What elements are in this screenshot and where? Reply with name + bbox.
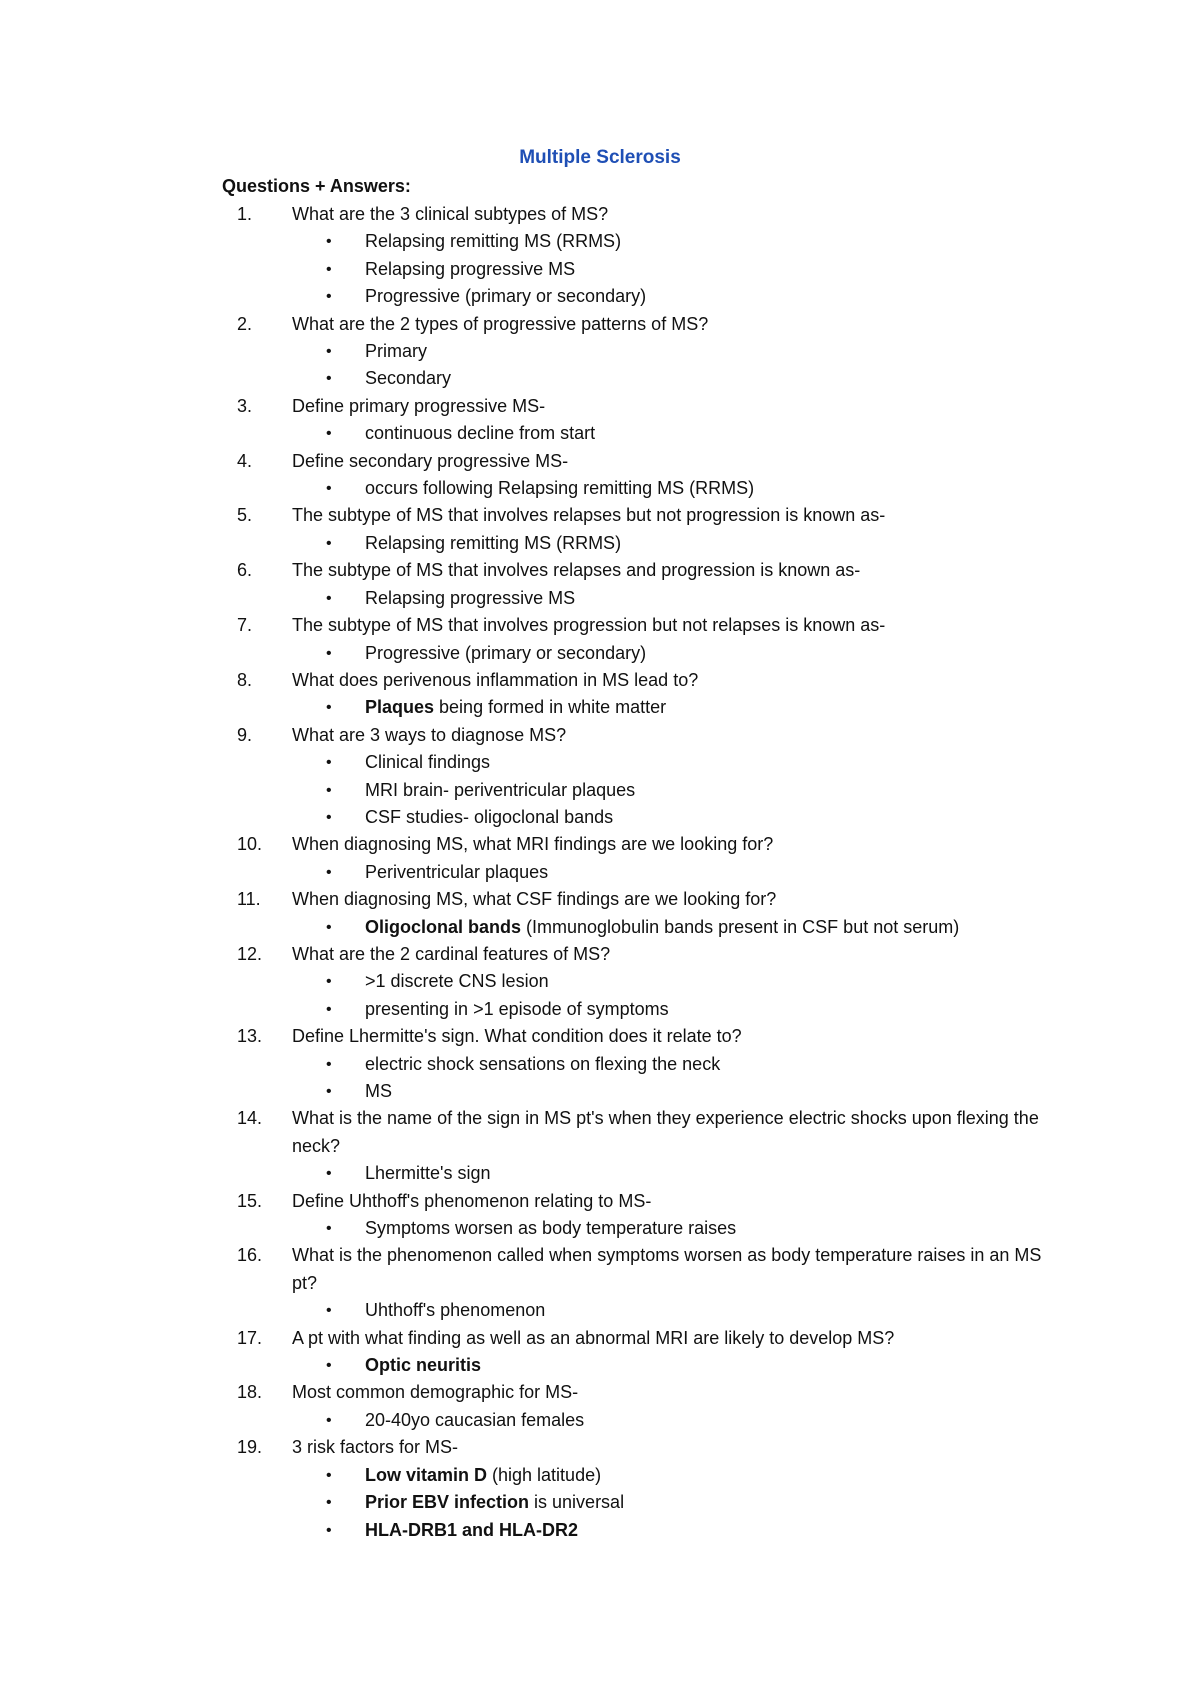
- question-text: What does perivenous inflammation in MS lead to?: [292, 669, 699, 690]
- question-text: When diagnosing MS, what CSF findings are we looking for?: [292, 889, 777, 910]
- question-number: 4.: [237, 450, 253, 471]
- answer-item: [0, 1297, 1200, 1324]
- qa-item: [0, 722, 1200, 832]
- answer-text: Progressive (primary or secondary): [365, 642, 647, 663]
- qa-item: [0, 1379, 1200, 1434]
- answer-item: [0, 859, 1200, 886]
- answer-text: electric shock sensations on flexing the neck: [365, 1053, 721, 1074]
- answer-item: [0, 1352, 1200, 1379]
- question-row: [0, 1325, 1200, 1352]
- answer-item: [0, 585, 1200, 612]
- answer-text: CSF studies- oligoclonal bands: [365, 806, 614, 827]
- question-number: 16.: [237, 1245, 263, 1266]
- bullet-icon: •: [326, 425, 332, 443]
- bullet-icon: •: [326, 343, 332, 361]
- document-title: Multiple Sclerosis: [519, 147, 681, 168]
- question-number: 10.: [237, 834, 263, 855]
- question-text: What are the 3 clinical subtypes of MS?: [292, 204, 609, 224]
- qa-item: [0, 612, 1200, 667]
- question-number: 2.: [237, 313, 253, 334]
- answer-text: occurs following Relapsing remitting MS (RRMS): [365, 478, 755, 499]
- answer-text: Relapsing progressive MS: [365, 258, 576, 279]
- qa-item: [0, 557, 1200, 612]
- question-text: The subtype of MS that involves relapses and progression is known as-: [292, 560, 861, 581]
- question-row: [0, 1379, 1200, 1406]
- question-number: 8.: [237, 669, 253, 690]
- answer-item: [0, 365, 1200, 392]
- answer-item: [0, 420, 1200, 447]
- bullet-icon: •: [326, 644, 332, 662]
- question-row: [0, 201, 1200, 228]
- question-text: The subtype of MS that involves progression but not relapses is known as-: [292, 615, 886, 636]
- qa-item: [0, 941, 1200, 1023]
- qa-item: [0, 1105, 1200, 1187]
- question-row: [0, 1023, 1200, 1050]
- answer-item: [0, 283, 1200, 310]
- question-row: [0, 612, 1200, 639]
- answer-text: Lhermitte's sign: [365, 1163, 491, 1184]
- bullet-icon: •: [326, 1521, 332, 1539]
- question-row: [0, 1188, 1200, 1215]
- bullet-icon: •: [326, 1165, 332, 1183]
- question-text: Most common demographic for MS-: [292, 1382, 579, 1403]
- answer-text: is universal: [529, 1492, 625, 1513]
- question-number: 3.: [237, 395, 253, 416]
- bullet-icon: •: [326, 808, 332, 826]
- question-row: [0, 886, 1200, 913]
- qa-item: [0, 1434, 1200, 1544]
- answer-text: 20-40yo caucasian females: [365, 1409, 585, 1430]
- question-text: Define secondary progressive MS-: [292, 450, 569, 471]
- answer-item: [0, 1517, 1200, 1544]
- question-number: 7.: [237, 615, 253, 636]
- answer-item: [0, 804, 1200, 831]
- answer-text: Relapsing remitting MS (RRMS): [365, 231, 622, 252]
- bullet-icon: •: [326, 1466, 332, 1484]
- question-row: [0, 557, 1200, 584]
- answer-item: [0, 914, 1200, 941]
- question-text: Define Uhthoff's phenomenon relating to MS-: [292, 1190, 652, 1211]
- qa-item: [0, 1242, 1200, 1324]
- question-row: [0, 1434, 1200, 1461]
- question-text: A pt with what finding as well as an abnormal MRI are likely to develop MS?: [292, 1327, 895, 1348]
- answer-text-bold: Plaques: [365, 697, 435, 718]
- bullet-icon: •: [326, 1302, 332, 1320]
- bullet-icon: •: [326, 534, 332, 552]
- answer-text: Primary: [365, 341, 427, 362]
- qa-list: [0, 201, 1200, 1544]
- answer-text: Secondary: [365, 368, 452, 389]
- qa-item: [0, 311, 1200, 393]
- question-number: 18.: [237, 1382, 263, 1403]
- bullet-icon: •: [326, 589, 332, 607]
- answer-item: [0, 1078, 1200, 1105]
- answer-text: MS: [365, 1081, 392, 1101]
- bullet-icon: •: [326, 260, 332, 278]
- question-row: [0, 393, 1200, 420]
- answer-text: MRI brain- periventricular plaques: [365, 779, 636, 800]
- question-row: [0, 502, 1200, 529]
- answer-text-bold: HLA-DRB1 and HLA-DR2: [365, 1519, 578, 1540]
- qa-item: [0, 831, 1200, 886]
- answer-item: [0, 968, 1200, 995]
- question-number: 11.: [237, 889, 261, 910]
- bullet-icon: •: [326, 973, 332, 991]
- question-text: What are the 2 types of progressive patterns of MS?: [292, 313, 709, 334]
- answer-item: [0, 1051, 1200, 1078]
- answer-item: [0, 996, 1200, 1023]
- answer-text-bold: Oligoclonal bands: [365, 916, 522, 937]
- answer-item: [0, 749, 1200, 776]
- answer-text-bold: Prior EBV infection: [365, 1492, 530, 1513]
- qa-item: [0, 1325, 1200, 1380]
- question-row: [0, 722, 1200, 749]
- answer-text: (Immunoglobulin bands present in CSF but not serum): [521, 916, 960, 937]
- qa-item: [0, 1023, 1200, 1105]
- question-number: 13.: [237, 1026, 263, 1047]
- bullet-icon: •: [326, 918, 332, 936]
- qa-item: [0, 201, 1200, 311]
- question-number: 14.: [237, 1108, 263, 1129]
- answer-item: [0, 1215, 1200, 1242]
- qa-item: [0, 502, 1200, 557]
- question-number: 15.: [237, 1190, 263, 1211]
- answer-text: >1 discrete CNS lesion: [365, 971, 549, 992]
- answer-item: [0, 694, 1200, 721]
- qa-item: [0, 1188, 1200, 1243]
- answer-item: [0, 228, 1200, 255]
- answer-text: Clinical findings: [365, 752, 491, 773]
- answer-text: (high latitude): [487, 1464, 602, 1485]
- answer-text: Relapsing progressive MS: [365, 587, 576, 608]
- question-row: [0, 1242, 1200, 1297]
- answer-item: [0, 530, 1200, 557]
- answer-text: presenting in >1 episode of symptoms: [365, 998, 669, 1019]
- question-number: 6.: [237, 560, 253, 581]
- answer-item: [0, 640, 1200, 667]
- question-number: 19.: [237, 1437, 263, 1458]
- question-row: [0, 1105, 1200, 1160]
- qa-item: [0, 667, 1200, 722]
- answer-text: Progressive (primary or secondary): [365, 286, 647, 307]
- question-number: 5.: [237, 505, 253, 526]
- question-row: [0, 448, 1200, 475]
- answer-text: continuous decline from start: [365, 423, 596, 444]
- bullet-icon: •: [326, 233, 332, 251]
- bullet-icon: •: [326, 754, 332, 772]
- qa-item: [0, 393, 1200, 448]
- question-text: What is the phenomenon called when symptoms worsen as body temperature raises in an MS pt?: [292, 1245, 1042, 1293]
- question-row: [0, 941, 1200, 968]
- answer-text: Relapsing remitting MS (RRMS): [365, 532, 622, 553]
- bullet-icon: •: [326, 370, 332, 388]
- answer-item: [0, 1160, 1200, 1187]
- bullet-icon: •: [326, 1055, 332, 1073]
- question-text: The subtype of MS that involves relapses but not progression is known as-: [292, 505, 886, 526]
- answer-item: [0, 1489, 1200, 1516]
- question-number: 17.: [237, 1327, 263, 1348]
- bullet-icon: •: [326, 1083, 332, 1100]
- answer-item: [0, 338, 1200, 365]
- answer-text: being formed in white matter: [434, 697, 667, 718]
- bullet-icon: •: [326, 288, 332, 306]
- bullet-icon: •: [326, 1357, 332, 1375]
- qa-item: [0, 886, 1200, 941]
- question-text: 3 risk factors for MS-: [292, 1437, 459, 1458]
- section-heading: Questions + Answers:: [222, 176, 411, 196]
- answer-text: Periventricular plaques: [365, 861, 549, 882]
- question-text: What are 3 ways to diagnose MS?: [292, 724, 567, 745]
- bullet-icon: •: [326, 480, 332, 498]
- question-row: [0, 831, 1200, 858]
- bullet-icon: •: [326, 1000, 332, 1018]
- bullet-icon: •: [326, 1494, 332, 1512]
- question-row: [0, 311, 1200, 338]
- question-row: [0, 667, 1200, 694]
- question-number: 9.: [237, 724, 253, 745]
- qa-item: [0, 448, 1200, 503]
- answer-text-bold: Optic neuritis: [365, 1355, 482, 1376]
- bullet-icon: •: [326, 699, 332, 717]
- answer-text: Uhthoff's phenomenon: [365, 1300, 546, 1321]
- answer-item: [0, 1407, 1200, 1434]
- question-number: 1.: [237, 204, 253, 224]
- question-text: What are the 2 cardinal features of MS?: [292, 943, 611, 964]
- answer-text: Symptoms worsen as body temperature raises: [365, 1218, 737, 1239]
- bullet-icon: •: [326, 1220, 332, 1238]
- question-text: When diagnosing MS, what MRI findings are we looking for?: [292, 834, 774, 855]
- answer-item: [0, 777, 1200, 804]
- bullet-icon: •: [326, 1411, 332, 1429]
- answer-text-bold: Low vitamin D: [365, 1464, 488, 1485]
- answer-item: [0, 256, 1200, 283]
- question-text: What is the name of the sign in MS pt's when they experience electric shocks upon flexing the neck?: [292, 1108, 1039, 1156]
- bullet-icon: •: [326, 863, 332, 881]
- answer-item: [0, 1462, 1200, 1489]
- answer-item: [0, 475, 1200, 502]
- question-text: Define Lhermitte's sign. What condition does it relate to?: [292, 1026, 742, 1047]
- question-text: Define primary progressive MS-: [292, 395, 546, 416]
- bullet-icon: •: [326, 781, 332, 799]
- question-number: 12.: [237, 943, 263, 964]
